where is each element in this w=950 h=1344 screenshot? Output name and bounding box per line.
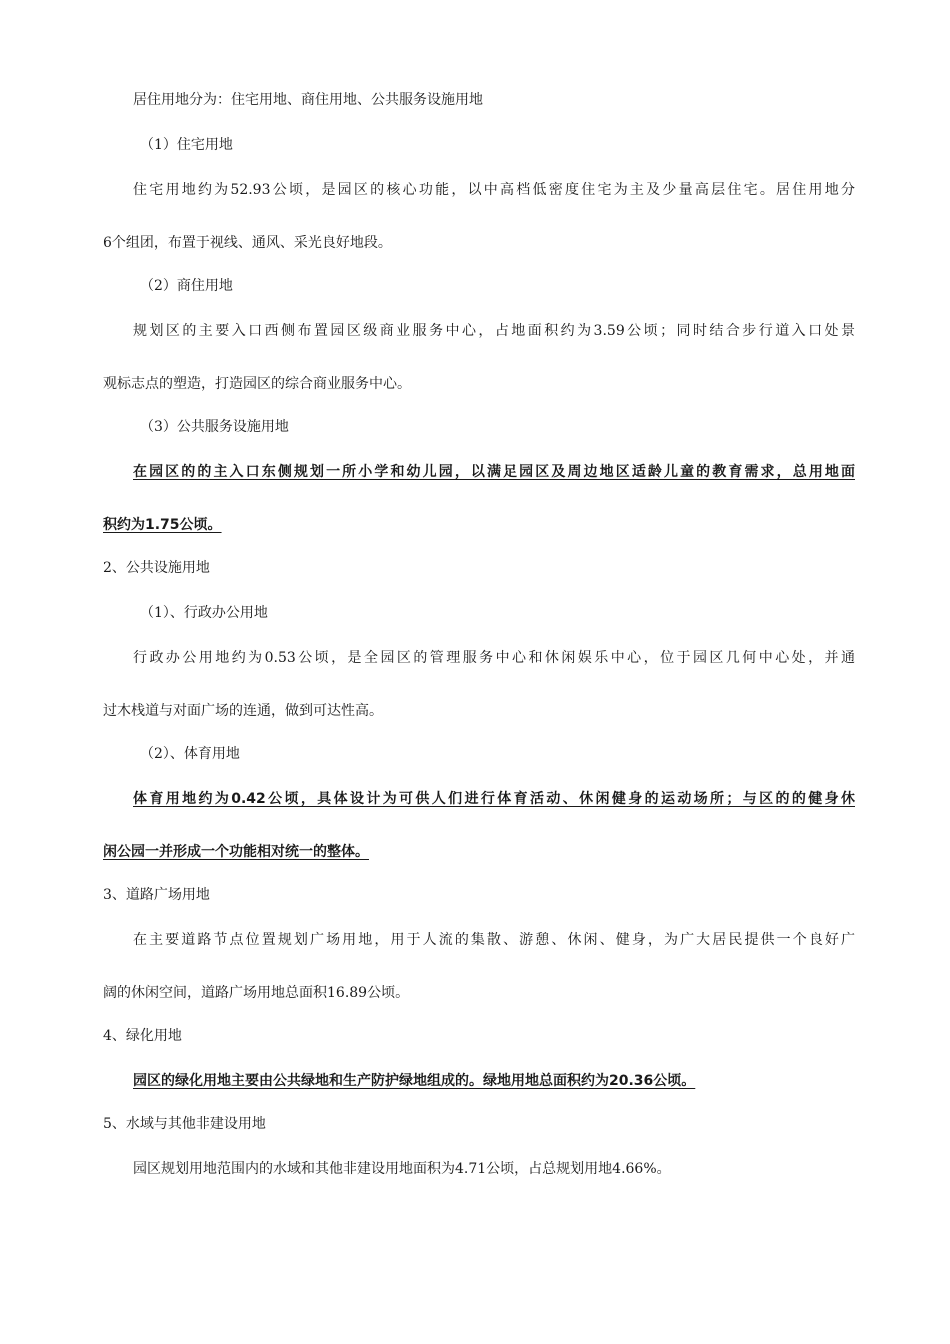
subheading: （1）住宅用地 <box>140 137 233 153</box>
bold-paragraph-line: 在园区的的主入口东侧规划一所小学和幼儿园，以满足园区及周边地区适龄儿童的教育需求，总用地面 <box>133 464 855 480</box>
bold-paragraph-line: 体育用地约为0.42公顷，具体设计为可供人们进行体育活动、休闲健身的运动场所；与区的的健身休 <box>133 791 855 807</box>
paragraph-line: 过木栈道与对面广场的连通，做到可达性高。 <box>103 703 383 719</box>
paragraph-line: 规划区的主要入口西侧布置园区级商业服务中心，占地面积约为3.59公顷；同时结合步行道入口处景 <box>133 323 855 339</box>
paragraph-line: 6个组团，布置于视线、通风、采光良好地段。 <box>103 235 392 251</box>
section-heading: 3、道路广场用地 <box>103 887 210 903</box>
paragraph-line: 在主要道路节点位置规划广场用地，用于人流的集散、游憩、休闲、健身，为广大居民提供一个良好广 <box>133 932 855 948</box>
subheading: （2）商住用地 <box>140 278 233 294</box>
bold-paragraph-line: 闲公园一并形成一个功能相对统一的整体。 <box>103 844 369 860</box>
bold-paragraph-line: 积约为1.75公顷。 <box>103 517 222 533</box>
section-heading: 4、绿化用地 <box>103 1028 182 1044</box>
section-heading: 5、水域与其他非建设用地 <box>103 1116 266 1132</box>
section-heading: 2、公共设施用地 <box>103 560 210 576</box>
subheading: （1）、行政办公用地 <box>140 605 268 621</box>
subheading: （2）、体育用地 <box>140 746 240 762</box>
subheading: （3）公共服务设施用地 <box>140 419 289 435</box>
paragraph-line: 园区规划用地范围内的水域和其他非建设用地面积为4.71公顷，占总规划用地4.66%。 <box>133 1161 671 1177</box>
paragraph-line: 住宅用地约为52.93公顷，是园区的核心功能，以中高档低密度住宅为主及少量高层住宅。居住用地分 <box>133 182 855 198</box>
paragraph-line: 行政办公用地约为0.53公顷，是全园区的管理服务中心和休闲娱乐中心，位于园区几何中心处，并通 <box>133 650 855 666</box>
bold-paragraph-line: 园区的绿化用地主要由公共绿地和生产防护绿地组成的。绿地用地总面积约为20.36公顷。 <box>133 1073 696 1089</box>
paragraph-line: 居住用地分为：住宅用地、商住用地、公共服务设施用地 <box>133 92 483 108</box>
paragraph-line: 观标志点的塑造，打造园区的综合商业服务中心。 <box>103 376 411 392</box>
paragraph-line: 阔的休闲空间，道路广场用地总面积16.89公顷。 <box>103 985 410 1001</box>
